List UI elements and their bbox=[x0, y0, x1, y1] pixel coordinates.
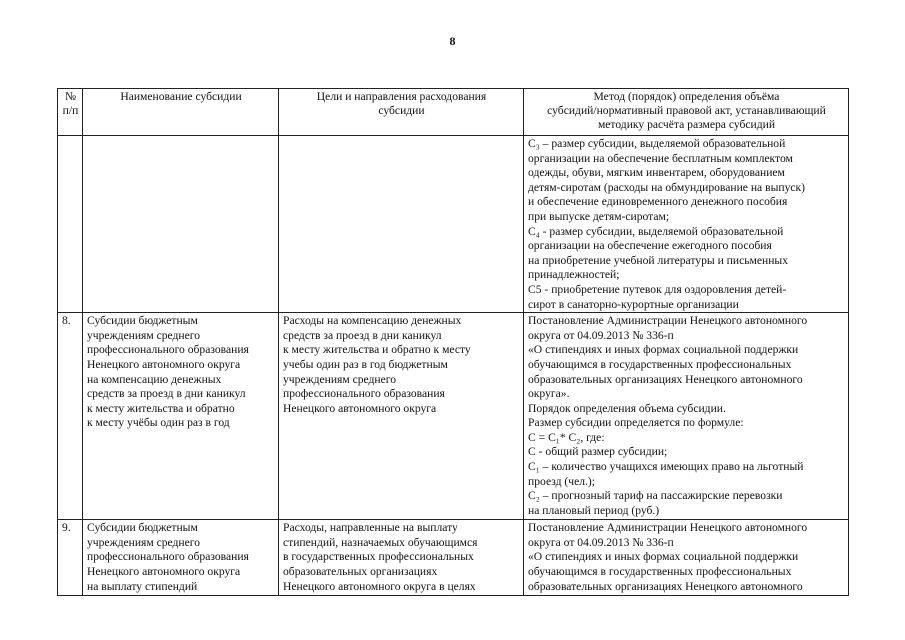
cell-goal bbox=[279, 136, 524, 313]
text-line: на выплату стипендий bbox=[87, 579, 198, 593]
cell-num: 8. bbox=[58, 313, 83, 520]
text-line: профессионального образования bbox=[87, 550, 249, 564]
table-row-8 bbox=[58, 313, 849, 520]
text-line: к месту учёбы один раз в год bbox=[87, 416, 230, 430]
text-line: к месту жительства и обратно bbox=[87, 401, 235, 415]
text-line: к месту жительства и обратно к месту bbox=[283, 343, 471, 357]
text-line: и обеспечение единовременного денежного пособия bbox=[528, 195, 788, 209]
cell-num bbox=[58, 136, 83, 313]
text-line: принадлежностей; bbox=[528, 268, 620, 282]
text-line: Расходы, направленные на выплату bbox=[283, 521, 458, 535]
subsidy-table bbox=[57, 88, 849, 596]
text-line: С = С₁* С₂, где: bbox=[528, 430, 605, 444]
header-method bbox=[524, 89, 849, 136]
text-line: на плановый период (руб.) bbox=[528, 503, 660, 517]
text-line: № bbox=[64, 90, 77, 103]
text-line: Ненецкого автономного округа в целях bbox=[283, 579, 476, 593]
text-line: С5 - приобретение путевок для оздоровления детей- bbox=[528, 282, 787, 296]
cell-num: 9. bbox=[58, 520, 83, 596]
cell-method bbox=[524, 136, 849, 313]
text-line: Ненецкого автономного округа bbox=[87, 564, 241, 578]
text-line: Расходы на компенсацию денежных bbox=[283, 314, 462, 328]
table-row-9 bbox=[58, 520, 849, 596]
text-line: Субсидии бюджетным bbox=[87, 314, 198, 328]
text-line: на приобретение учебной литературы и письменных bbox=[528, 253, 788, 267]
text-line: на компенсацию денежных bbox=[87, 372, 222, 386]
text-line: Постановление Администрации Ненецкого автономного bbox=[528, 521, 808, 535]
text-line: организации на обеспечение бесплатным комплектом bbox=[528, 151, 793, 165]
text-line: в государственных профессиональных bbox=[283, 550, 474, 564]
header-goal bbox=[279, 89, 524, 136]
cell-method bbox=[524, 520, 849, 596]
text-line: С - общий размер субсидии; bbox=[528, 445, 668, 459]
text-line: округа». bbox=[528, 387, 570, 401]
text-line: одежды, обуви, мягким инвентарем, оборудованием bbox=[528, 166, 785, 180]
cell-goal bbox=[279, 520, 524, 596]
text-line: Порядок определения объема субсидии. bbox=[528, 401, 726, 415]
text-line: «О стипендиях и иных формах социальной поддержки bbox=[528, 343, 799, 357]
text-line: обучающимся в государственных профессиональных bbox=[528, 564, 792, 578]
text-line: средств за проезд в дни каникул bbox=[283, 328, 442, 342]
text-line: сирот в санаторно-курортные организации bbox=[528, 297, 739, 311]
text-line: образовательных организациях Ненецкого автономного bbox=[528, 372, 803, 386]
text-line: учебы один раз в год бюджетным bbox=[283, 357, 448, 371]
cell-method bbox=[524, 313, 849, 520]
text-line: учреждениям среднего bbox=[283, 372, 397, 386]
text-line: обучающимся в государственных профессиональных bbox=[528, 357, 792, 371]
text-line: стипендий, назначаемых обучающимся bbox=[283, 535, 478, 549]
text-line: С₂ – прогнозный тариф на пассажирские перевозки bbox=[528, 489, 783, 503]
header-name bbox=[83, 89, 279, 136]
text-line: Ненецкого автономного округа bbox=[87, 357, 241, 371]
text-line: при выпуске детям-сиротам; bbox=[528, 209, 670, 223]
cell-name bbox=[83, 520, 279, 596]
text-line: С₁ – количество учащихся имеющих право на льготный bbox=[528, 460, 804, 474]
cell-name bbox=[83, 313, 279, 520]
text-line: субсидий/нормативный правовой акт, устанавливающий bbox=[547, 104, 826, 118]
text-line: округа от 04.09.2013 № 336-п bbox=[528, 535, 674, 549]
text-line: С₄ - размер субсидии, выделяемой образовательной bbox=[528, 224, 784, 238]
text-line: образовательных организациях bbox=[283, 564, 438, 578]
header-num bbox=[58, 89, 83, 136]
text-line: «О стипендиях и иных формах социальной поддержки bbox=[528, 550, 799, 564]
text-line: профессионального образования bbox=[87, 343, 249, 357]
text-line: Постановление Администрации Ненецкого автономного bbox=[528, 314, 808, 328]
text-line: Размер субсидии определяется по формуле: bbox=[528, 416, 744, 430]
text-line: п/п bbox=[62, 104, 79, 118]
text-line: проезд (чел.); bbox=[528, 474, 595, 488]
text-line: учреждениям среднего bbox=[87, 535, 201, 549]
text-line: методику расчёта размера субсидий bbox=[597, 118, 776, 132]
text-line: С₃ – размер субсидии, выделяемой образовательной bbox=[528, 137, 786, 150]
text-line: Метод (порядок) определения объёма bbox=[593, 90, 780, 103]
text-line: организации на обеспечение ежегодного пособия bbox=[528, 239, 772, 253]
cell-goal bbox=[279, 313, 524, 520]
text-line: учреждениям среднего bbox=[87, 328, 201, 342]
table-header-row bbox=[58, 89, 849, 136]
text-line: Субсидии бюджетным bbox=[87, 521, 198, 535]
cell-name bbox=[83, 136, 279, 313]
table-row-continuation bbox=[58, 136, 849, 313]
text-line: профессионального образования bbox=[283, 387, 445, 401]
text-line: округа от 04.09.2013 № 336-п bbox=[528, 328, 674, 342]
text-line: средств за проезд в дни каникул bbox=[87, 387, 246, 401]
text-line: Наименование субсидии bbox=[120, 90, 242, 103]
text-line: образовательных организациях Ненецкого автономного bbox=[528, 579, 803, 593]
text-line: Цели и направления расходования bbox=[316, 90, 487, 103]
text-line: субсидии bbox=[378, 104, 425, 118]
page-number: 8 bbox=[449, 34, 456, 48]
text-line: детям-сиротам (расходы на обмундирование на выпуск) bbox=[528, 180, 806, 194]
text-line: Ненецкого автономного округа bbox=[283, 401, 437, 415]
